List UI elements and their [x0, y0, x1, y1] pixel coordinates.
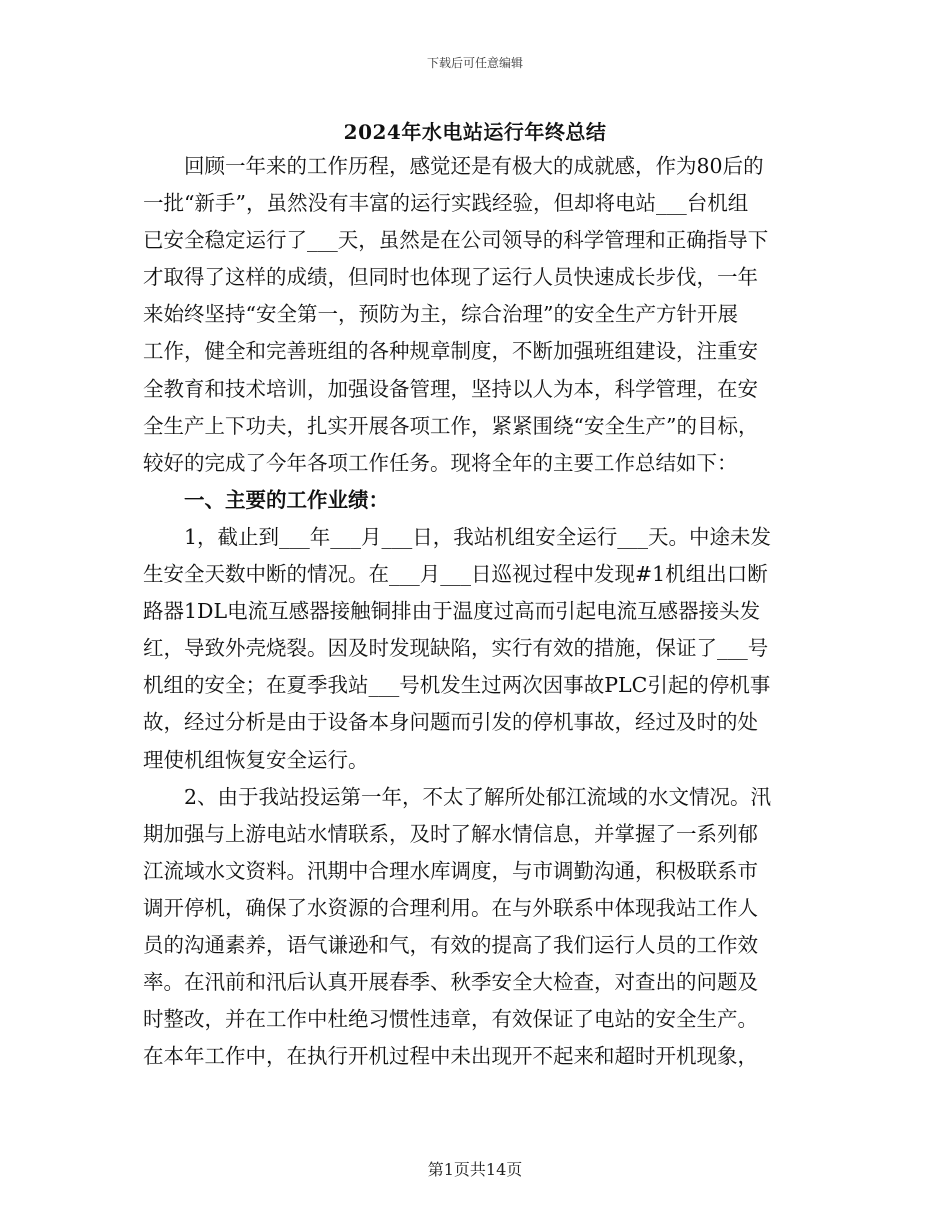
text-line: 期加强与上游电站水情联系，及时了解水情信息，并掌握了一系列郁	[143, 821, 758, 846]
text-line: 率。在汛前和汛后认真开展春季、秋季安全大检查，对查出的问题及	[143, 970, 758, 995]
document-body	[143, 148, 808, 1075]
text-line: 理使机组恢复安全运行。	[143, 747, 369, 772]
text-line: 2、由于我站投运第一年，不太了解所处郁江流域的水文情况。汛	[143, 784, 772, 809]
page-footer: 第1页共14页	[427, 1160, 523, 1179]
text-line: 在本年工作中，在执行开机过程中未出现开不起来和超时开机现象，	[143, 1044, 758, 1069]
text-line: 生安全天数中断的情况。在___月___日巡视过程中发现#1机组出口断	[143, 562, 768, 587]
text-line: 一批“新手”，虽然没有丰富的运行实践经验，但却将电站___台机组	[143, 191, 749, 216]
section-heading: 一、主要的工作业绩：	[143, 487, 389, 512]
text-line: 江流域水文资料。汛期中合理水库调度，与市调勤沟通，积极联系市	[143, 858, 758, 883]
text-line: 红，导致外壳烧裂。因及时发现缺陷，实行有效的措施，保证了___号	[143, 636, 769, 661]
text-line: 来始终坚持“安全第一，预防为主，综合治理”的安全生产方针开展	[143, 302, 738, 327]
text-line: 才取得了这样的成绩，但同时也体现了运行人员快速成长步伐，一年	[143, 265, 758, 290]
text-line: 故，经过分析是由于设备本身问题而引发的停机事故，经过及时的处	[143, 710, 758, 735]
text-line: 已安全稳定运行了___天，虽然是在公司领导的科学管理和正确指导下	[143, 228, 769, 253]
text-line: 1，截止到___年___月___日，我站机组安全运行___天。中途未发	[143, 524, 772, 549]
text-line: 全生产上下功夫，扎实开展各项工作，紧紧围绕“安全生产”的目标，	[143, 413, 759, 438]
text-line: 机组的安全；在夏季我站___号机发生过两次因事故PLC引起的停机事	[143, 673, 771, 698]
text-line: 路器1DL电流互感器接触铜排由于温度过高而引起电流互感器接头发	[143, 599, 761, 624]
text-line: 员的沟通素养，语气谦逊和气，有效的提高了我们运行人员的工作效	[143, 932, 758, 957]
text-line: 时整改，并在工作中杜绝习惯性违章，有效保证了电站的安全生产。	[143, 1007, 758, 1032]
text-line: 工作，健全和完善班组的各种规章制度，不断加强班组建设，注重安	[143, 339, 758, 364]
text-line: 较好的完成了今年各项工作任务。现将全年的主要工作总结如下：	[143, 450, 738, 475]
text-line: 调开停机，确保了水资源的合理利用。在与外联系中体现我站工作人	[143, 895, 758, 920]
document-title: 2024年水电站运行年终总结	[343, 120, 607, 144]
text-line: 全教育和技术培训，加强设备管理，坚持以人为本，科学管理，在安	[143, 376, 758, 401]
text-line: 回顾一年来的工作历程，感觉还是有极大的成就感，作为80后的	[143, 154, 764, 178]
page-header: 下载后可任意编辑	[426, 56, 523, 70]
